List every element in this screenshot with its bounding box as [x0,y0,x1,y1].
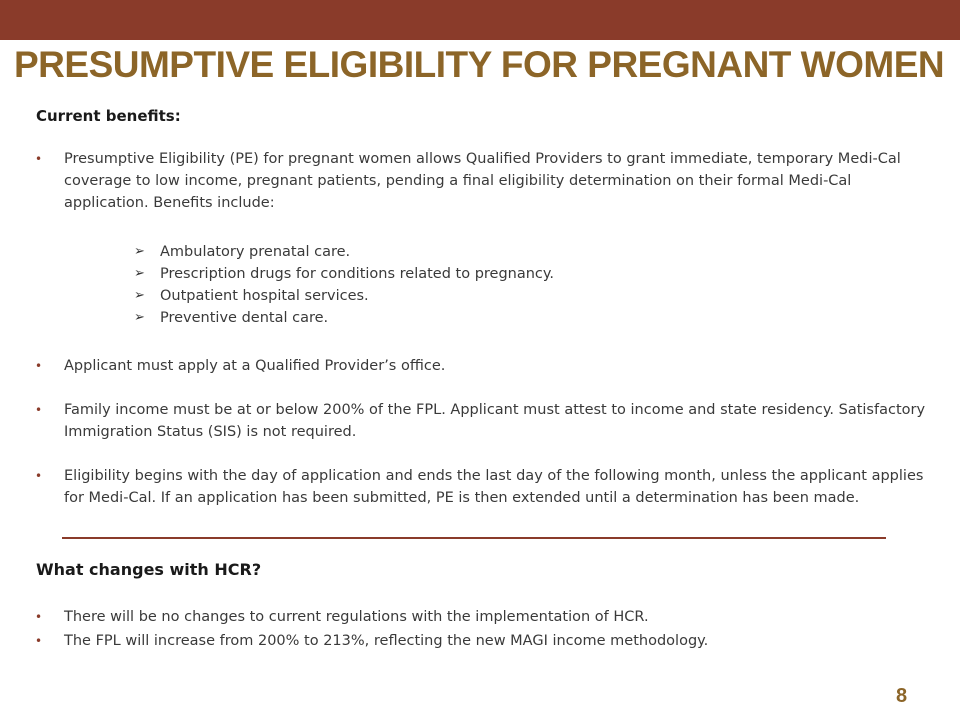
bullet-text: Presumptive Eligibility (PE) for pregnant women allows Qualified Providers to grant immediate, temporary Medi-Cal coverage to low income, pregnant patients, pending a final eligibility determination on their formal Medi-Cal application. Benefits include: [64,151,901,211]
list-item [35,148,934,214]
bullet-icon: • [35,403,43,417]
bullet-icon: • [35,634,43,648]
list-item [35,355,934,377]
arrow-bullet-icon: ➢ [134,244,145,259]
list-item [35,606,934,628]
bullet-text: Eligibility begins with the day of application and ends the last day of the following month, unless the applicant applies for Medi-Cal. If an application has been submitted, PE is then extended until a determination has been made. [64,468,924,506]
arrow-bullet-icon: ➢ [134,288,145,303]
sublist-item [134,285,860,307]
sublist-text: Preventive dental care. [160,310,329,326]
arrow-bullet-icon: ➢ [134,310,145,325]
sublist-text: Ambulatory prenatal care. [160,244,351,260]
bullet-icon: • [35,152,43,166]
list-item [35,465,934,509]
bullet-icon: • [35,359,43,373]
slide-title: PRESUMPTIVE ELIGIBILITY FOR PREGNANT WOMEN [14,44,945,85]
sublist-item [134,241,860,263]
top-accent-bar [0,0,960,40]
list-item [35,399,934,443]
sublist-text: Outpatient hospital services. [160,288,369,304]
bullet-icon: • [35,610,43,624]
hcr-changes-heading: What changes with HCR? [36,560,262,579]
bullet-text: The FPL will increase from 200% to 213%, reflecting the new MAGI income methodology. [64,633,709,649]
bullet-text: There will be no changes to current regulations with the implementation of HCR. [64,609,649,625]
list-item [35,630,934,652]
bullet-text: Family income must be at or below 200% of the FPL. Applicant must attest to income and state residency. Satisfactory Immigration Status (SIS) is not required. [64,402,926,440]
arrow-bullet-icon: ➢ [134,266,145,281]
section-divider [62,537,886,539]
bullet-text: Applicant must apply at a Qualified Provider’s office. [64,358,446,374]
sublist-item [134,307,860,329]
bullet-icon: • [35,469,43,483]
sublist-item [134,263,860,285]
current-benefits-heading: Current benefits: [36,107,181,125]
page-number: 8 [896,685,908,707]
sublist-text: Prescription drugs for conditions related to pregnancy. [160,266,555,282]
